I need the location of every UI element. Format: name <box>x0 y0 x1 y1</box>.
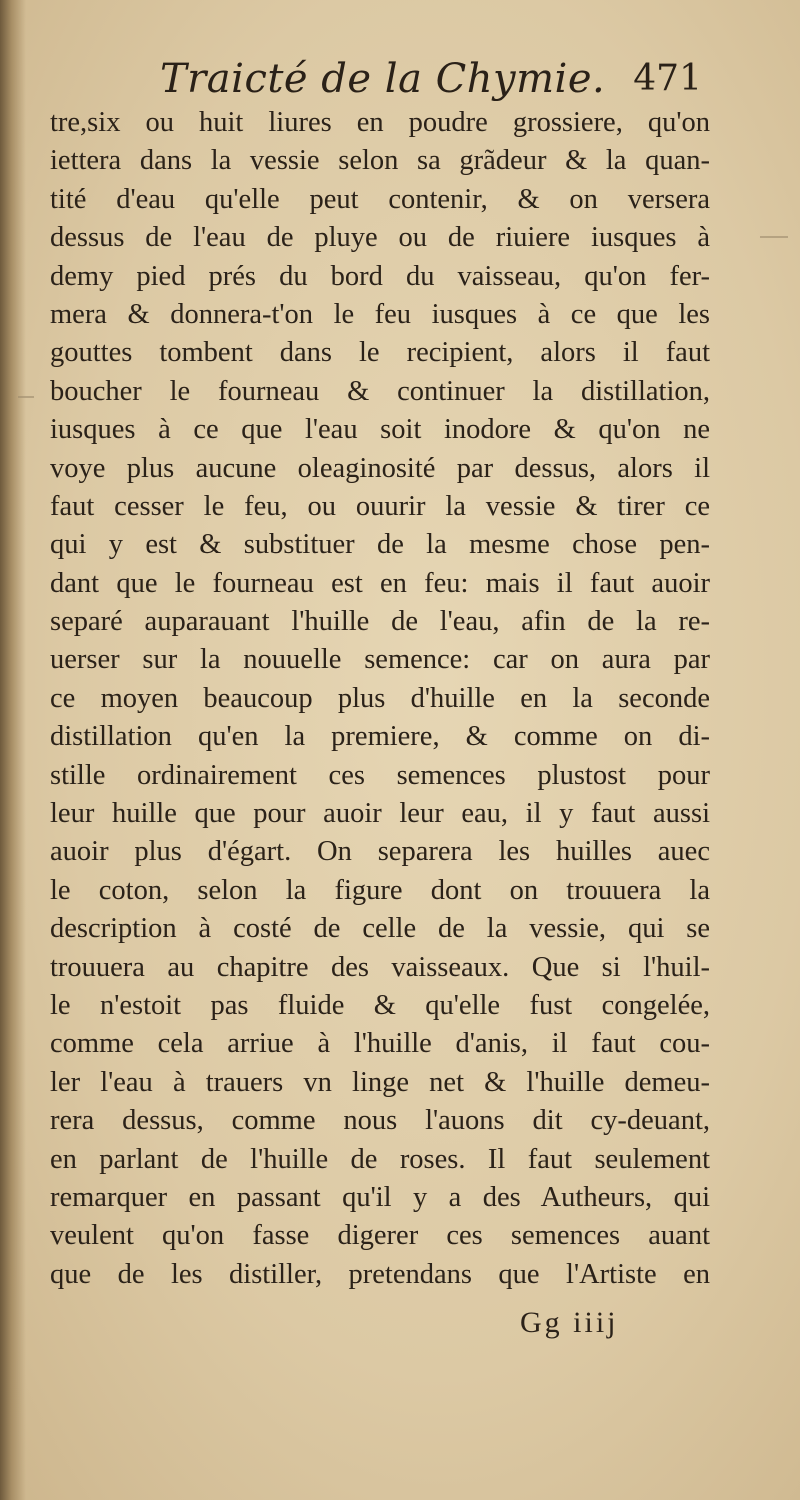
text-line: ce moyen beaucoup plus d'huille en la seconde <box>50 682 710 714</box>
text-line: distillation qu'en la premiere, & comme on di- <box>50 721 710 753</box>
text-line: iettera dans la vessie selon sa grãdeur & la quan- <box>50 145 710 177</box>
text-line: stille ordinairement ces semences plustost pour <box>50 759 710 791</box>
text-line: remarquer en passant qu'il y a des Autheurs, qui <box>50 1181 710 1213</box>
text-line: en parlant de l'huille de roses. Il faut seulement <box>50 1143 710 1175</box>
text-line: voye plus aucune oleaginosité par dessus, alors il <box>50 452 710 484</box>
body-text <box>50 104 710 1294</box>
text-line: le n'estoit pas fluide & qu'elle fust congelée, <box>50 989 710 1021</box>
text-line: leur huille que pour auoir leur eau, il y faut aussi <box>50 798 710 830</box>
running-title: Traicté de la Chymie. <box>160 56 606 102</box>
text-line: auoir plus d'égart. On separera les huilles auec <box>50 836 710 868</box>
text-line: ler l'eau à trauers vn linge net & l'huille demeu- <box>50 1066 710 1098</box>
text-line: demy pied prés du bord du vaisseau, qu'on fer- <box>50 260 710 292</box>
text-line: tre,six ou huit liures en poudre grossiere, qu'on <box>50 107 710 138</box>
text-line: separé auparauant l'huille de l'eau, afin de la re- <box>50 606 710 638</box>
text-line: que de les distiller, pretendans que l'Artiste en <box>50 1258 710 1290</box>
text-line: rera dessus, comme nous l'auons dit cy-deuant, <box>50 1105 710 1137</box>
text-line: mera & donnera-t'on le feu iusques à ce que les <box>50 298 710 330</box>
text-line: veulent qu'on fasse digerer ces semences auant <box>50 1220 710 1252</box>
text-line: boucher le fourneau & continuer la distillation, <box>50 375 710 407</box>
text-line: uerser sur la nouuelle semence: car on aura par <box>50 644 710 676</box>
text-line: comme cela arriue à l'huille d'anis, il faut cou- <box>50 1028 710 1060</box>
text-line: tité d'eau qu'elle peut contenir, & on versera <box>50 183 710 215</box>
text-line: dessus de l'eau de pluye ou de riuiere iusques à <box>50 222 710 254</box>
text-line: trouuera au chapitre des vaisseaux. Que si l'huil- <box>50 951 710 983</box>
text-line: gouttes tombent dans le recipient, alors il faut <box>50 337 710 369</box>
signature-mark: Gg iiij <box>520 1306 619 1339</box>
margin-mark <box>18 396 34 398</box>
page-number: 471 <box>633 58 702 99</box>
margin-mark <box>760 236 788 238</box>
text-line: faut cesser le feu, ou ouurir la vessie & tirer ce <box>50 490 710 522</box>
binding-gutter <box>0 0 26 1500</box>
text-line: qui y est & substituer de la mesme chose pen- <box>50 529 710 561</box>
page-header <box>160 50 720 110</box>
text-line: dant que le fourneau est en feu: mais il faut auoir <box>50 567 710 599</box>
text-line: iusques à ce que l'eau soit inodore & qu'on ne <box>50 414 710 446</box>
text-line: description à costé de celle de la vessie, qui se <box>50 913 710 945</box>
text-line: le coton, selon la figure dont on trouuera la <box>50 874 710 906</box>
